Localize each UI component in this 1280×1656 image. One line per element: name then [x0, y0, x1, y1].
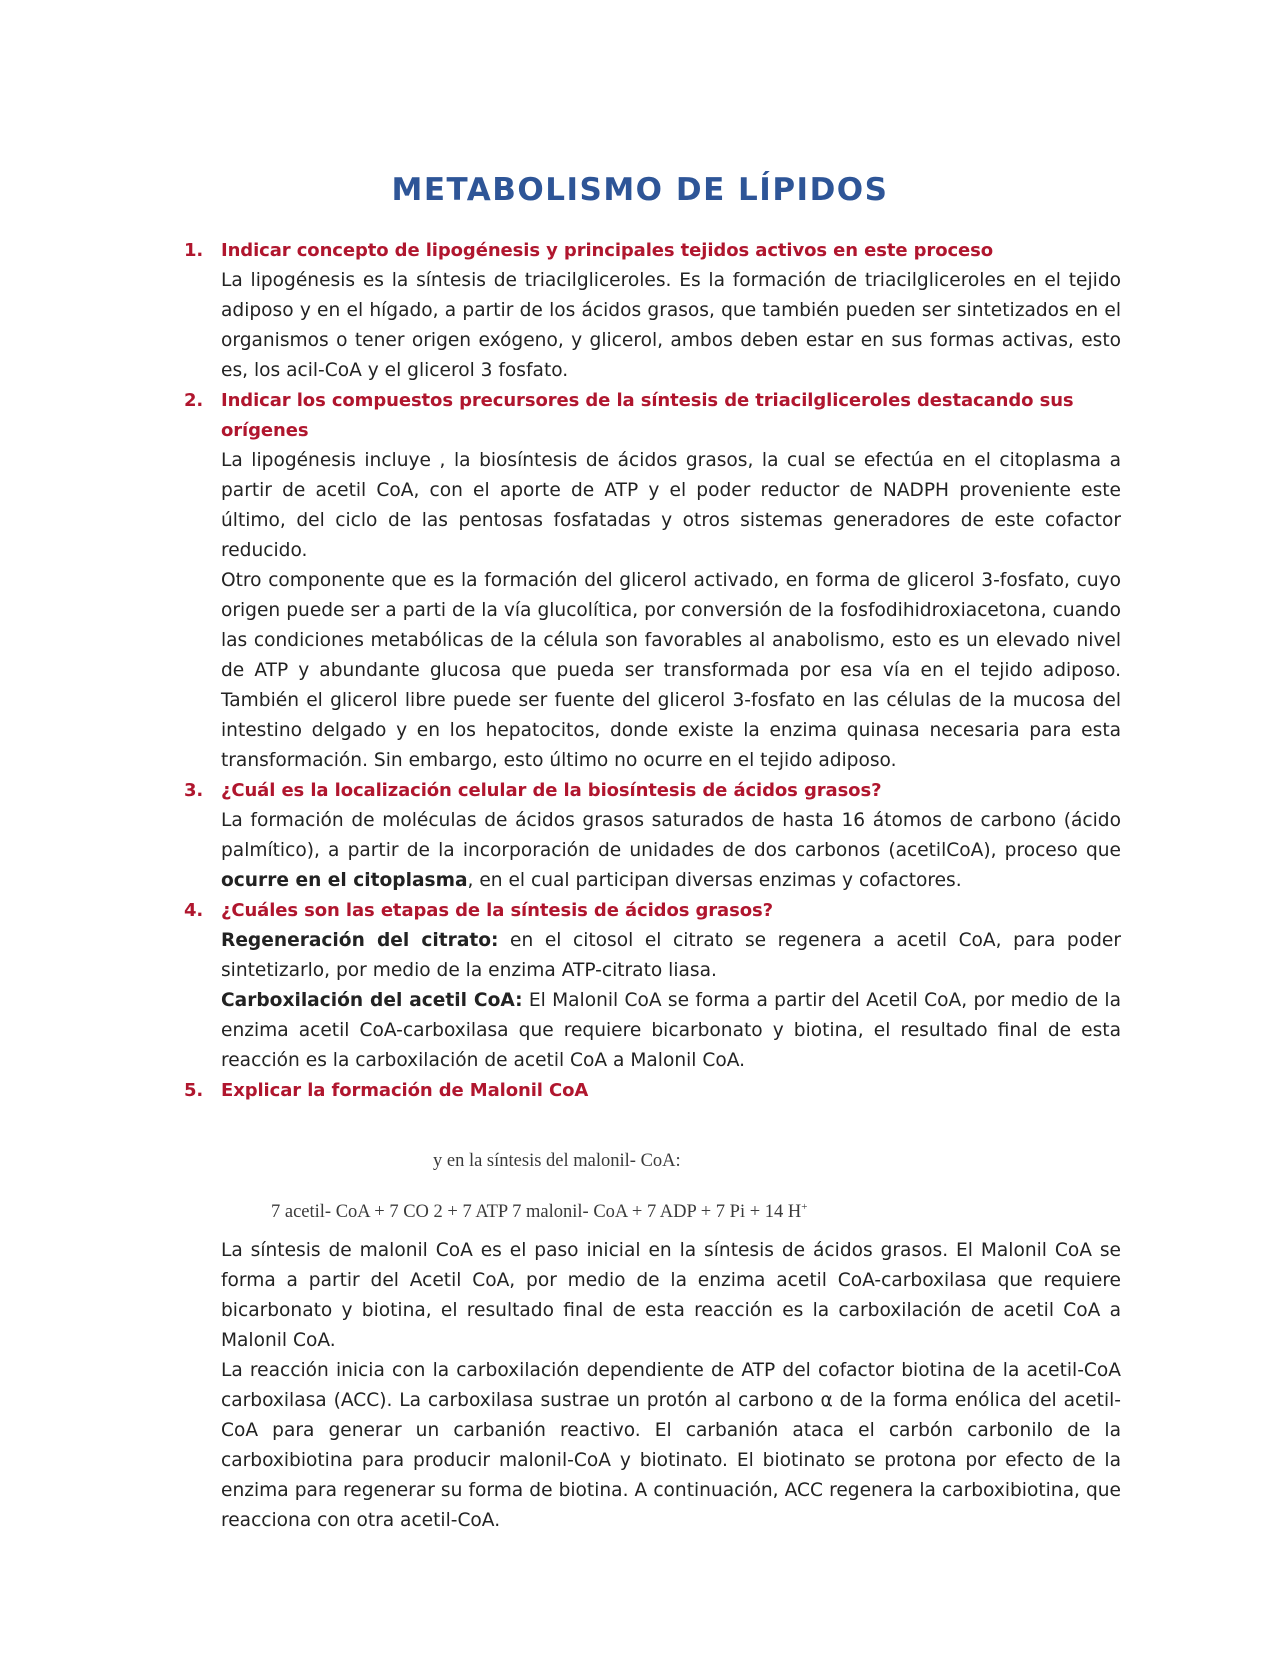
answer-text: La formación de moléculas de ácidos grasos saturados de hasta 16 átomos de carbono (ácido palmítico), a partir de la incorporación de unidades de dos carbonos (acetilCoA), proceso que [221, 810, 1121, 861]
answer-paragraph: La síntesis de malonil CoA es el paso inicial en la síntesis de ácidos grasos. El Malonil CoA se forma a partir del Acetil CoA, por medio de la enzima acetil CoA-carboxilasa que requiere bicarbonato y biotina, el resultado final de esta reacción es la carboxilación de acetil CoA a Malonil CoA. [221, 1240, 1121, 1351]
equation-text: 7 acetil- CoA + 7 CO 2 + 7 ATP 7 malonil- CoA + 7 ADP + 7 Pi + 14 H [271, 1202, 802, 1223]
question-heading [184, 236, 1121, 266]
section-3 [184, 776, 1121, 896]
section-4 [184, 896, 1121, 1076]
section-2 [184, 386, 1121, 776]
answer-paragraph: La lipogénesis es la síntesis de triacilgliceroles. Es la formación de triacilgliceroles en el tejido adiposo y en el hígado, a partir de los ácidos grasos, que también pueden ser sintetizados en el organismos o tener origen exógeno, y glicerol, ambos deben estar en sus formas activas, esto es, los acil-CoA y el glicerol 3 fosfato. [221, 270, 1121, 381]
answer-paragraph: La lipogénesis incluye , la biosíntesis de ácidos grasos, la cual se efectúa en el citoplasma a partir de acetil CoA, con el aporte de ATP y el poder reductor de NADPH proveniente este último, del ciclo de las pentosas fosfatadas y otros sistemas generadores de este cofactor reducido. [221, 450, 1121, 561]
list-number: 4. [184, 900, 204, 921]
question-heading [184, 1076, 1121, 1106]
section-1 [184, 236, 1121, 386]
question-heading [184, 776, 1121, 806]
list-number: 1. [184, 240, 204, 261]
question-heading [184, 386, 1121, 446]
stage-label: Regeneración del citrato: [221, 930, 499, 951]
question-text: ¿Cuáles son las etapas de la síntesis de ácidos grasos? [221, 900, 773, 921]
page-title: METABOLISMO DE LÍPIDOS [391, 172, 889, 208]
list-number: 3. [184, 780, 204, 801]
question-text: ¿Cuál es la localización celular de la biosíntesis de ácidos grasos? [221, 780, 882, 801]
document-body [184, 236, 1121, 1536]
reaction-figure [221, 1106, 1121, 1236]
list-number: 2. [184, 390, 204, 411]
answer-text: en el citosol el citrato se regenera a acetil CoA, para poder sintetizarlo, por medio de la enzima ATP-citrato liasa. [221, 930, 1121, 981]
section-5 [184, 1076, 1121, 1536]
question-text: Explicar la formación de Malonil CoA [221, 1080, 589, 1101]
reaction-equation [271, 1192, 808, 1227]
answer-text: , en el cual participan diversas enzimas y cofactores. [467, 870, 962, 891]
equation-superscript: + [801, 1201, 808, 1213]
answer-paragraph [221, 806, 1121, 896]
answer-paragraph [221, 986, 1121, 1076]
figure-caption: y en la síntesis del malonil- CoA: [433, 1151, 681, 1171]
answer-paragraph: Otro componente que es la formación del glicerol activado, en forma de glicerol 3-fosfato, cuyo origen puede ser a parti de la vía glucolítica, por conversión de la fosfodihidroxiacetona, cuando las condiciones metabólicas de la célula son favorables al anabolismo, esto es un elevado nivel de ATP y abundante glucosa que pueda ser transformada por esa vía en el tejido adiposo. También el glicerol libre puede ser fuente del glicerol 3-fosfato en las células de la mucosa del intestino delgado y en los hepatocitos, donde existe la enzima quinasa necesaria para esta transformación. Sin embargo, esto último no ocurre en el tejido adiposo. [221, 570, 1121, 771]
question-heading [184, 896, 1121, 926]
answer-paragraph [221, 926, 1121, 986]
stage-label: Carboxilación del acetil CoA: [221, 990, 523, 1011]
answer-bold-text: ocurre en el citoplasma [221, 870, 468, 891]
list-number: 5. [184, 1080, 204, 1101]
answer-paragraph: La reacción inicia con la carboxilación dependiente de ATP del cofactor biotina de la acetil-CoA carboxilasa (ACC). La carboxilasa sustrae un protón al carbono α de la forma enólica del acetil-CoA para generar un carbanión reactivo. El carbanión ataca el carbón carbonilo de la carboxibiotina para producir malonil-CoA y biotinato. El biotinato se protona por efecto de la enzima para regenerar su forma de biotina. A continuación, ACC regenera la carboxibiotina, que reacciona con otra acetil-CoA. [221, 1360, 1121, 1531]
question-text: Indicar concepto de lipogénesis y principales tejidos activos en este proceso [221, 240, 994, 261]
question-text: Indicar los compuestos precursores de la síntesis de triacilgliceroles destacando sus orígenes [221, 390, 1074, 441]
answer-text: El Malonil CoA se forma a partir del Acetil CoA, por medio de la enzima acetil CoA-carboxilasa que requiere bicarbonato y biotina, el resultado final de esta reacción es la carboxilación de acetil CoA a Malonil CoA. [221, 990, 1121, 1071]
